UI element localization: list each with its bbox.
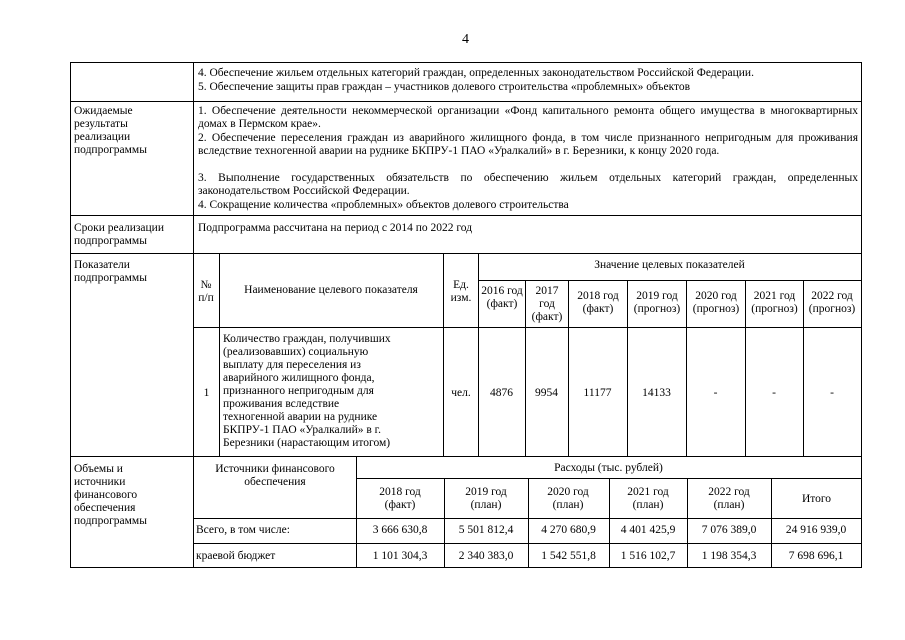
finance-year-header: 2018 год (факт) [379, 486, 421, 511]
indicator-row-unit: чел. [451, 387, 471, 399]
finance-total-header: Итого [801, 493, 832, 505]
rule [70, 456, 862, 457]
rule [478, 253, 479, 456]
indicator-row-name: Количество граждан, получивших (реализовавших) социальную выплату для переселения из аварийного жилищного фонда, признанного непригодным для проживания вследствие техногенной аварии на руднике БКПРУ-1 ПАО «Уралкалий» в г. Березники (нарастающим итогом) [223, 333, 391, 449]
rule [193, 518, 861, 519]
values-header: Значение целевых показателей [594, 259, 745, 271]
finance-value: 5 501 812,4 [458, 524, 514, 536]
finance-value: 2 340 383,0 [458, 550, 514, 562]
rule [70, 101, 862, 102]
year-header: 2019 год (прогноз) [633, 290, 681, 315]
expected-item: 3. Выполнение государственных обязательств по обеспечению жильем отдельных категорий граждан, определенных законодательством Российской Федерации. [198, 172, 858, 197]
finance-value: 4 270 680,9 [541, 524, 596, 536]
indicator-value: 11177 [583, 387, 612, 399]
rule [193, 327, 861, 328]
finance-year-header: 2022 год (план) [708, 486, 750, 511]
indicator-value: 4876 [490, 387, 513, 399]
finance-value: 1 198 354,3 [701, 550, 757, 562]
finance-value: 4 401 425,9 [620, 524, 676, 536]
rule [193, 62, 194, 568]
finance-row-source: краевой бюджет [196, 550, 276, 562]
col-num-header: № п/п [198, 279, 214, 304]
top-row-line: 5. Обеспечение защиты прав граждан – участников долевого строительства «проблемных» объектов [198, 81, 691, 93]
indicator-value: - [830, 387, 834, 399]
page-number: 4 [462, 32, 469, 47]
expected-item: 2. Обеспечение переселения граждан из аварийного жилищного фонда, в том числе признанного непригодным для проживания вследствие техногенной аварии на руднике БКПРУ-1 ПАО «Уралкалий» в г. Березники, к концу 2020 года. [198, 132, 858, 157]
finance-label: Объемы и источники финансового обеспечения подпрограммы [74, 463, 147, 527]
indicator-value: - [772, 387, 776, 399]
expected-label: Ожидаемые результаты реализации подпрограммы [74, 105, 147, 156]
finance-value: 1 542 551,8 [541, 550, 596, 562]
finance-year-header: 2020 год (план) [547, 486, 589, 511]
terms-label: Сроки реализации подпрограммы [74, 222, 164, 247]
rule [70, 215, 862, 216]
rule [70, 62, 71, 568]
finance-value: 7 698 696,1 [788, 550, 844, 562]
rule [70, 253, 862, 254]
finance-value: 1 101 304,3 [372, 550, 428, 562]
finance-value: 7 076 389,0 [701, 524, 757, 536]
col-unit-header: Ед. изм. [450, 279, 472, 304]
expenses-header: Расходы (тыс. рублей) [554, 462, 663, 474]
rule [568, 280, 569, 456]
year-header: 2020 год (прогноз) [692, 290, 740, 315]
expected-item: 4. Сокращение количества «проблемных» объектов долевого строительства [198, 199, 569, 211]
terms-text: Подпрограмма рассчитана на период с 2014 по 2022 год [198, 222, 473, 234]
top-row-line: 4. Обеспечение жильем отдельных категорий граждан, определенных законодательством Российской Федерации. [198, 67, 754, 79]
year-header: 2018 год (факт) [577, 290, 619, 315]
indicator-row-num: 1 [203, 387, 210, 399]
indicator-value: 9954 [535, 387, 558, 399]
year-header: 2021 год (прогноз) [751, 290, 798, 315]
finance-value: 1 516 102,7 [620, 550, 676, 562]
finance-value: 24 916 939,0 [785, 524, 847, 536]
sources-header: Источники финансового обеспечения [215, 463, 335, 488]
col-name-header: Наименование целевого показателя [244, 284, 418, 296]
finance-value: 3 666 630,8 [372, 524, 428, 536]
year-header: 2016 год (факт) [481, 285, 523, 310]
indicator-value: - [713, 387, 718, 399]
rule [70, 62, 862, 63]
rule [193, 543, 861, 544]
year-header: 2017 год (факт) [531, 285, 563, 323]
rule [70, 567, 862, 568]
expected-item: 1. Обеспечение деятельности некоммерческой организации «Фонд капитального ремонта общего имущества в многоквартирных домах в Пермском крае». [198, 105, 858, 130]
indicator-value: 14133 [642, 387, 671, 399]
finance-row-source: Всего, в том числе: [196, 524, 290, 536]
finance-year-header: 2019 год (план) [465, 486, 507, 511]
indicators-label: Показатели подпрограммы [74, 259, 147, 284]
rule [861, 62, 862, 568]
rule [525, 280, 526, 456]
year-header: 2022 год (прогноз) [808, 290, 856, 315]
finance-year-header: 2021 год (план) [627, 486, 669, 511]
